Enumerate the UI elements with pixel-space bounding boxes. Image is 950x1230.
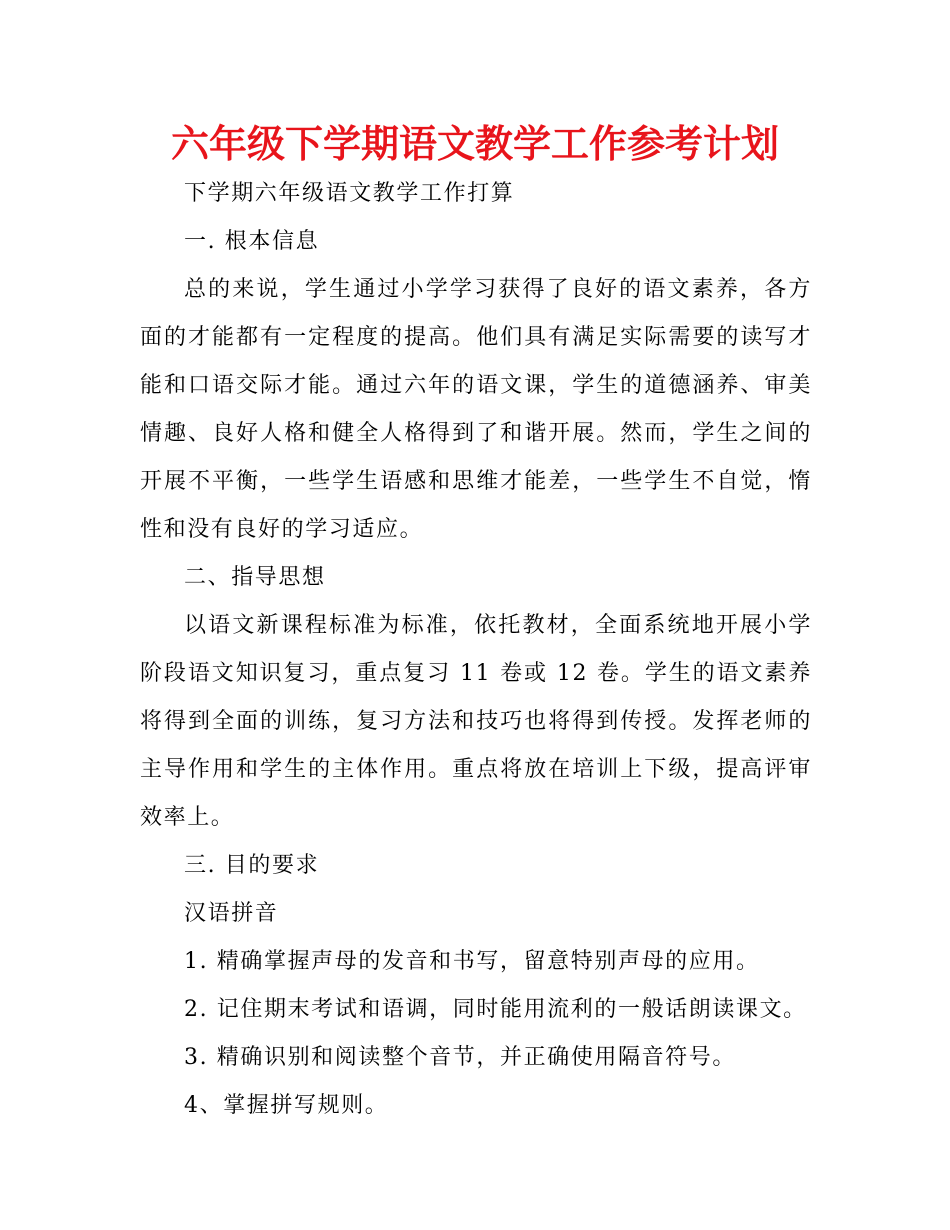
subtitle-paragraph: 下学期六年级语文教学工作打算 xyxy=(184,181,515,206)
document-title: 六年级下学期语文教学工作参考计划 xyxy=(170,122,779,166)
document-body xyxy=(140,170,812,1130)
section-heading-goals: 三. 目的要求 xyxy=(184,853,320,878)
list-item-1: 1. 精确掌握声母的发音和书写，留意特别声母的应用。 xyxy=(184,949,760,974)
subheading-pinyin: 汉语拼音 xyxy=(184,901,279,926)
basic-info-paragraph: 总的来说，学生通过小学学习获得了良好的语文素养，各方面的才能都有一定程度的提高。他们具有满足实际需要的读写才能和口语交际才能。通过六年的语文课，学生的道德涵养、审美情趣、良好人格和健全人格得到了和谐开展。然而，学生之间的开展不平衡，一些学生语感和思维才能差，一些学生不自觉，惰性和没有良好的学习适应。 xyxy=(140,277,812,542)
section-heading-basic-info: 一. 根本信息 xyxy=(184,229,320,254)
guiding-ideology-paragraph: 以语文新课程标准为标准，依托教材，全面系统地开展小学阶段语文知识复习，重点复习 11 卷或 12 卷。学生的语文素养将得到全面的训练，复习方法和技巧也将得到传授。发挥老师的主导作用和学生的主体作用。重点将放在培训上下级，提高评审效率上。 xyxy=(140,613,812,830)
list-item-2: 2. 记住期末考试和语调，同时能用流利的一般话朗读课文。 xyxy=(184,997,807,1022)
list-item-3: 3. 精确识别和阅读整个音节，并正确使用隔音符号。 xyxy=(184,1045,736,1070)
section-heading-guiding-ideology: 二、指导思想 xyxy=(184,565,326,590)
list-item-4: 4、掌握拼写规则。 xyxy=(184,1093,389,1118)
